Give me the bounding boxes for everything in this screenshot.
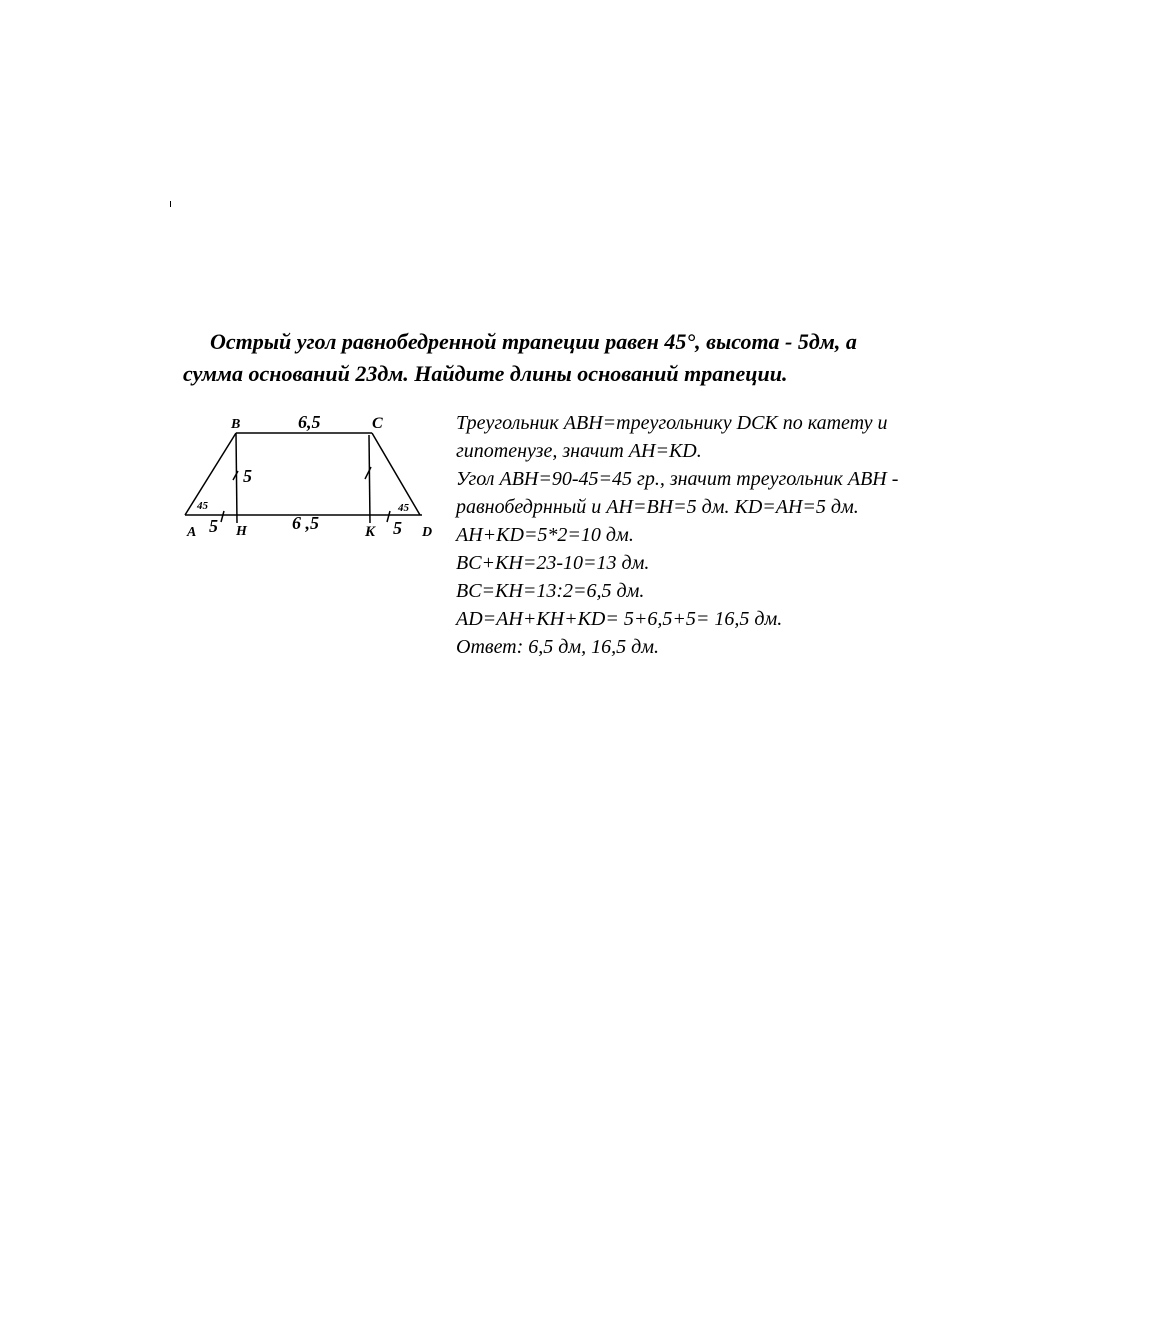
vertex-label-b: B [231,417,241,432]
side-cd [372,433,420,515]
answer-line: Ответ: 6,5 дм, 16,5 дм. [456,636,660,658]
solution-line: гипотенузе, значит AH=KD. [456,440,702,462]
solution-line: Треугольник ABH=треугольнику DCK по катету и [456,412,888,434]
solution-line: равнобедрнный и AH=BH=5 дм. KD=AH=5 дм. [456,496,859,518]
label-angle-a: 45 [197,500,208,512]
label-top-base: 6,5 [298,412,321,432]
solution-line: AH+KD=5*2=10 дм. [456,524,634,546]
stray-mark [170,201,171,207]
label-kd: 5 [393,518,402,538]
problem-statement [183,326,983,390]
side-ab [185,433,236,515]
tick-ah [221,511,224,522]
vertex-label-h: H [236,524,247,539]
vertex-label-a: A [187,525,197,540]
label-height: 5 [243,466,252,486]
vertex-label-k: K [365,524,376,540]
height-ck [369,435,370,523]
height-bh [236,433,237,523]
solution-line: BC=KH=13:2=6,5 дм. [456,580,645,602]
label-ah: 5 [209,516,218,536]
vertex-label-c: C [372,415,383,432]
label-angle-d: 45 [398,502,409,514]
trapezoid-diagram [175,405,445,550]
problem-line-1: Острый угол равнобедренной трапеции равен 45°, высота - 5дм, а [210,329,857,354]
solution-line: AD=AH+KH+KD= 5+6,5+5= 16,5 дм. [456,608,783,630]
solution-line: Угол ABH=90-45=45 гр., значит треугольник ABH - [456,468,899,490]
solution-text [456,409,1016,661]
problem-line-2: сумма оснований 23дм. Найдите длины оснований трапеции. [183,361,788,386]
tick-kd [387,511,390,522]
label-bottom-middle: 6 ,5 [292,513,319,533]
vertex-label-d: D [422,525,433,540]
solution-line: BC+KH=23-10=13 дм. [456,552,650,574]
